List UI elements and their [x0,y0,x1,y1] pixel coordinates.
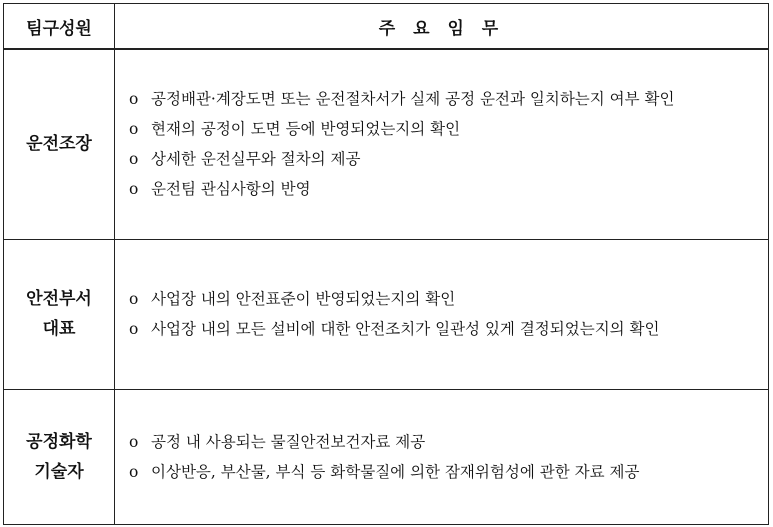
role-column-header: 팀구성원 [4,4,115,50]
list-item: o 사업장 내의 모든 설비에 대한 안전조치가 일관성 있게 결정되었는지의 확인 [129,314,760,344]
list-item: o 운전팀 관심사항의 반영 [129,174,760,204]
bullet-icon: o [129,462,139,481]
table-row [4,49,769,239]
bullet-icon: o [129,432,139,451]
table-row [4,389,769,524]
list-item: o 사업장 내의 안전표준이 반영되었는지의 확인 [129,284,760,314]
list-item: o 공정 내 사용되는 물질안전보건자료 제공 [129,427,760,457]
list-item: o 공정배관·계장도면 또는 운전절차서가 실제 공정 운전과 일치하는지 여부 확인 [129,84,760,114]
duties-column-header: 주 요 임 무 [115,4,769,50]
duties-cell [115,239,769,389]
team-duties-table [3,3,769,525]
duties-cell [115,49,769,239]
role-cell [4,389,115,524]
header-row [4,4,769,50]
bullet-icon: o [129,180,139,199]
role-label-line2: 대표 [42,319,76,339]
role-label-line1: 안전부서 [26,289,92,309]
duties-cell [115,389,769,524]
bullet-icon: o [129,150,139,169]
role-cell [4,49,115,239]
table-row [4,239,769,389]
bullet-icon: o [129,320,139,338]
bullet-icon: o [129,290,139,308]
role-label-line1: 공정화학 [26,431,92,452]
list-item: o 현재의 공정이 도면 등에 반영되었는지의 확인 [129,114,760,144]
list-item: o 이상반응, 부산물, 부식 등 화학물질에 의한 잠재위험성에 관한 자료 제공 [129,457,760,487]
role-label: 운전조장 [26,134,92,155]
bullet-icon: o [129,120,139,139]
bullet-icon: o [129,90,139,109]
list-item: o 상세한 운전실무와 절차의 제공 [129,144,760,174]
role-cell [4,239,115,389]
role-label-line2: 기술자 [34,461,84,482]
